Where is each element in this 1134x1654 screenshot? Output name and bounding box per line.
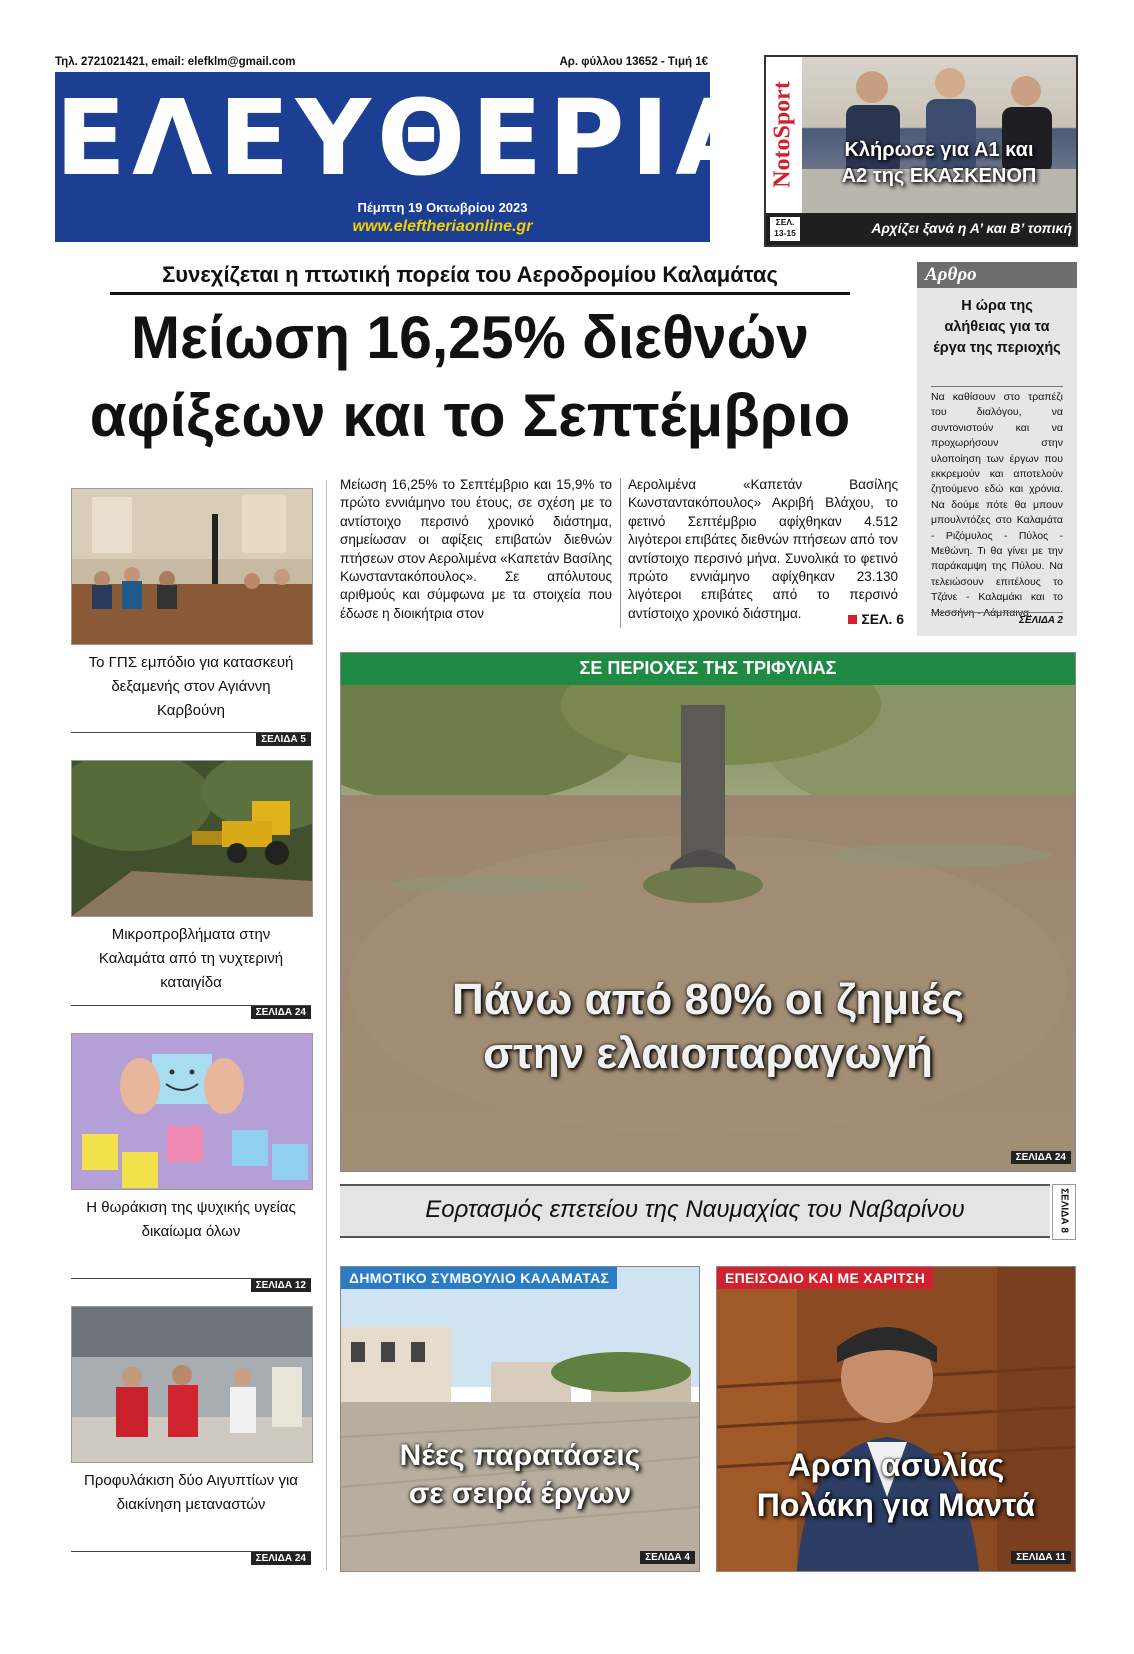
lead-body-col2: Αερολιμένα «Καπετάν Βασίλης Κωνσταντακόπουλος» Ακριβή Βλάχου, το φετινό Σεπτέμβριο αφίχθηκαν 4.512 λιγότεροι επιβάτες διεθνών πτήσεων από τον αντίστοιχο περσινό μήνα. Συνολικά το φετινό πρώτο εννιάμηνο αφίχθηκαν 23.130 λιγότεροι επιβάτες από το περσινό αντίστοιχο χρονικό διάστημα. (628, 477, 898, 621)
column-divider (620, 478, 621, 628)
sidebar-ref-3[interactable] (71, 1278, 311, 1293)
officials-silhouettes (802, 57, 1076, 213)
newspaper-title: ΕΛΕΥΘΕΡΙΑ (55, 77, 762, 199)
bottom-right-ref[interactable] (717, 1551, 1071, 1565)
navarino-ref: ΣΕΛΙΔΑ 8 (1058, 1188, 1070, 1233)
lead-kicker: Συνεχίζεται η πτωτική πορεία του Αεροδρομίου Καλαμάτας (162, 262, 778, 287)
lead-body-col1: Μείωση 16,25% το Σεπτέμβριο και 15,9% το πρώτο εννιάμηνο του έτους, σε σχέση με το αντίστοιχο περσινό χρονικό διάστημα, σημείωσαν οι αφίξεις επιβατών διεθνών πτήσεων στον Αερολιμένα «Καπετάν Βασίλης Κωνσταντακόπουλος». Σε απόλυτους αριθμούς και σύμφωνα με τα στοιχεία που έδωσε η διοικήτρια στον (340, 477, 612, 621)
sport-headline-line1: Κλήρωσε για Α1 και (844, 139, 1034, 161)
sidebar-ref-4[interactable] (71, 1551, 311, 1566)
feature-photo-olive-grove (341, 685, 1075, 1171)
sidebar-ref-2[interactable] (71, 1005, 311, 1020)
sport-page-ref: ΣΕΛ. 13-15 (770, 217, 800, 241)
bottom-right-headline-line1: Αρση ασυλίας (787, 1447, 1005, 1483)
olive-grove-scene (341, 685, 1075, 1171)
arthro-divider (931, 386, 1063, 387)
bottom-right-ref-label: ΣΕΛΙΔΑ 11 (1011, 1551, 1071, 1564)
bottom-left-headline-line2: σε σειρά έργων (408, 1477, 632, 1510)
sidebar-caption-3[interactable]: Η θωράκιση της ψυχικής υγείας δικαίωμα όλων (86, 1199, 296, 1240)
sidebar-caption-4[interactable]: Προφυλάκιση δύο Αιγυπτίων για διακίνηση μεταναστών (84, 1472, 298, 1513)
sport-box[interactable] (764, 55, 1078, 247)
masthead-banner (55, 72, 762, 242)
square-bullet-icon (848, 615, 857, 624)
feature-banner (341, 653, 1075, 685)
sticky-notes-scene (72, 1034, 312, 1189)
sidebar-photo-red-cross[interactable] (71, 1306, 313, 1463)
bottom-left-tag: ΔΗΜΟΤΙΚΟ ΣΥΜΒΟΥΛΙΟ ΚΑΛΑΜΑΤΑΣ (341, 1267, 617, 1289)
feature-banner-text: ΣΕ ΠΕΡΙΟΧΕΣ ΤΗΣ ΤΡΙΦΥΛΙΑΣ (579, 658, 837, 678)
sidebar-caption-2[interactable]: Μικροπροβλήματα στην Καλαμάτα από τη νυχτερινή καταιγίδα (98, 926, 284, 991)
feature-headline-line2: στην ελαιοπαραγωγή (483, 1029, 933, 1078)
arthro-label-bar (917, 262, 1077, 288)
sidebar-photo-storm[interactable] (71, 760, 313, 917)
parliament-scene (717, 1267, 1075, 1571)
bottom-left-story[interactable] (340, 1266, 700, 1572)
kicker-underline (110, 292, 850, 295)
sidebar-vertical-rule (326, 480, 327, 1570)
bottom-left-headline-line1: Νέες παρατάσεις (399, 1439, 641, 1472)
sport-brand-strip (766, 57, 800, 213)
sidebar-ref-1[interactable] (71, 732, 311, 747)
red-cross-scene (72, 1307, 312, 1462)
navarino-strip[interactable] (340, 1184, 1050, 1238)
contact-line: Τηλ. 2721021421, email: elefklm@gmail.com (55, 56, 296, 68)
sidebar-photo-council[interactable] (71, 488, 313, 645)
lead-headline-line2[interactable]: αφίξεων και το Σεπτέμβριο (89, 382, 851, 449)
square-scene (341, 1267, 699, 1571)
bottom-right-story[interactable] (716, 1266, 1076, 1572)
lead-headline-line1[interactable]: Μείωση 16,25% διεθνών (131, 304, 809, 371)
sport-footer (766, 213, 1076, 245)
navarino-ref-tab[interactable] (1052, 1184, 1076, 1240)
issue-date: Πέμπτη 19 Οκτωβρίου 2023 (357, 200, 528, 215)
feature-box[interactable] (340, 652, 1076, 1172)
lead-page-ref[interactable] (834, 611, 904, 627)
council-scene (72, 489, 312, 644)
sidebar-ref-1-label: ΣΕΛΙΔΑ 5 (256, 733, 311, 746)
sidebar-caption-1[interactable]: Το ΓΠΣ εμπόδιο για κατασκευή δεξαμενής στον Αγιάννη Καρβούνη (88, 654, 294, 719)
bulldozer-scene (72, 761, 312, 916)
feature-ref[interactable] (341, 1151, 1071, 1165)
lead-page-ref-label: ΣΕΛ. 6 (861, 611, 904, 627)
feature-headline-line1: Πάνω από 80% οι ζημιές (451, 975, 965, 1024)
issue-number: Αρ. φύλλου 13652 - Τιμή 1€ (559, 56, 708, 68)
feature-ref-label: ΣΕΛΙΔΑ 24 (1011, 1151, 1071, 1164)
arthro-page-ref[interactable]: ΣΕΛΙΔΑ 2 (931, 612, 1063, 626)
arthro-box (917, 262, 1077, 636)
sport-brand: NotoSport (769, 81, 796, 188)
sidebar-ref-2-label: ΣΕΛΙΔΑ 24 (251, 1006, 311, 1019)
arthro-label: Αρθρο (925, 264, 977, 285)
bottom-left-ref-label: ΣΕΛΙΔΑ 4 (640, 1551, 695, 1564)
sidebar-photo-mental-health[interactable] (71, 1033, 313, 1190)
arthro-title[interactable]: Η ώρα της αλήθειας για τα έργα της περιοχής (933, 298, 1061, 356)
navarino-headline: Εορτασμός επετείου της Ναυμαχίας του Ναβαρίνου (425, 1196, 965, 1223)
website-link[interactable]: www.eleftheriaonline.gr (352, 218, 533, 235)
sport-photo (802, 57, 1076, 213)
bottom-right-headline-line2: Πολάκη για Μαντά (756, 1487, 1036, 1523)
sport-subline: Αρχίζει ξανά η Α’ και Β’ τοπική (871, 220, 1072, 236)
sport-headline-line2: Α2 της ΕΚΑΣΚΕΝΟΠ (841, 165, 1037, 187)
arthro-body: Να καθίσουν στο τραπέζι του διαλόγου, να συντονιστούν και να προχωρήσουν στην υλοποίηση των έργων που εκκρεμούν και αποτελούν ζητούμενο εδώ και χρόνια. Να δούμε πότε θα μπουν μπουλντόζες στο Καλαμάτα - Ριζόμυλος - Πύλος - Μεθώνη. Τι θα γίνει με την παράκαμψη της Πύλου. Να τελειώσουν επιτέλους το Τζάνε - Καλαμάκι και το Μεσσήνη - Λάμπαινα. (931, 391, 1063, 619)
sidebar-ref-3-label: ΣΕΛΙΔΑ 12 (251, 1279, 311, 1292)
bottom-right-tag: ΕΠΕΙΣΟΔΙΟ ΚΑΙ ΜΕ ΧΑΡΙΤΣΗ (717, 1267, 933, 1289)
bottom-left-ref[interactable] (341, 1551, 695, 1565)
sidebar-ref-4-label: ΣΕΛΙΔΑ 24 (251, 1552, 311, 1565)
